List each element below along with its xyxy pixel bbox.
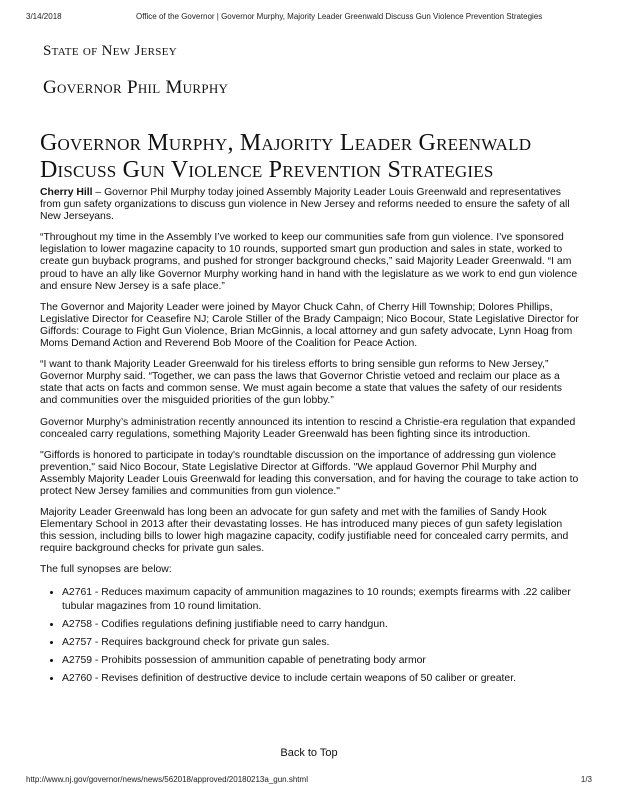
print-url: http://www.nj.gov/governor/news/news/562018/approved/20180213a_gun.shtml <box>26 775 308 784</box>
article-paragraph: "Giffords is honored to participate in today's roundtable discussion on the importance of addressing gun violence prevention," said Nico Bocour, State Legislative Director at Giffords. "We applaud Governor Phil Murphy and Assembly Majority Leader Louis Greenwald for leading this conversation, and for having the courage to take action to protect New Jersey families and communities from gun violence." <box>40 449 579 497</box>
article-body <box>40 187 580 690</box>
lead-paragraph <box>40 187 580 223</box>
synopsis-item: • A2757 - Requires background check for private gun sales. <box>62 636 580 650</box>
article-paragraph: “Throughout my time in the Assembly I’ve worked to keep our communities safe from gun violence. I’ve sponsored legislation to lower magazine capacity to 10 rounds, supported smart gun production and sales in state, worked to create gun buyback programs, and pushed for stronger background checks,” said Majority Leader Greenwald. “I am proud to have an ally like Governor Murphy working hand in hand with the legislature as we work to end gun violence and ensure New Jersey is a safe place.” <box>40 232 578 292</box>
state-of-new-jersey-link[interactable]: State of New Jersey <box>43 43 177 59</box>
print-date: 3/14/2018 <box>26 12 62 21</box>
back-to-top-link[interactable]: Back to Top <box>280 747 338 759</box>
print-page-title: Office of the Governor | Governor Murphy, Majority Leader Greenwald Discuss Gun Violence Prevention Strategies <box>136 12 543 21</box>
article-paragraph: Governor Murphy’s administration recently announced its intention to rescind a Christie-era regulation that expanded concealed carry regulations, something Majority Leader Greenwald has been fighting since its introduction. <box>40 416 576 440</box>
governor-name-link[interactable]: Governor Phil Murphy <box>43 77 229 98</box>
synopsis-item: • A2760 - Revises definition of destructive device to include certain weapons of 50 caliber or greater. <box>62 672 580 686</box>
print-page-number: 1/3 <box>580 775 592 784</box>
article-paragraph: Majority Leader Greenwald has long been an advocate for gun safety and met with the families of Sandy Hook Elementary School in 2013 after their devastating losses. He has introduced many pieces of gun safety legislation this session, including bills to lower high magazine capacity, codify justifiable need for concealed carry permits, and require background checks for private gun sales. <box>40 507 569 555</box>
article-title: Governor Murphy, Majority Leader Greenwald Discuss Gun Violence Prevention Strategies <box>40 130 532 183</box>
dateline: Cherry Hill <box>40 187 93 198</box>
article-paragraph: The Governor and Majority Leader were joined by Mayor Chuck Cahn, of Cherry Hill Township; Dolores Phillips, Legislative Director for Ceasefire NJ; Carole Stiller of the Brady Campaign; Nico Bocour, State Legislative Director for Giffords: Courage to Fight Gun Violence, Brian McGinnis, a local attorney and gun safety advocate, Lynn Hoag from Moms Demand Action and Reverend Bob Moore of the Coalition for Peace Action. <box>40 301 579 350</box>
synopsis-item: • A2761 - Reduces maximum capacity of ammunition magazines to 10 rounds; exempts firearms with .22 caliber tubular magazines from 10 round limitation. <box>62 586 580 614</box>
synopses-intro: The full synopses are below: <box>40 564 172 576</box>
synopses-list <box>40 586 580 686</box>
lead-text: – Governor Phil Murphy today joined Assembly Majority Leader Louis Greenwald and representatives from gun safety organizations to discuss gun violence in New Jersey and reforms needed to ensure the safety of all New Jerseyans. <box>40 187 570 223</box>
synopsis-item: • A2758 - Codifies regulations defining justifiable need to carry handgun. <box>62 618 580 632</box>
article-paragraph: “I want to thank Majority Leader Greenwald for his tireless efforts to bring sensible gun reforms to New Jersey,” Governor Murphy said. “Together, we can pass the laws that Governor Christie vetoed and reclaim our place as a state that acts on facts and common sense. We must again become a state that values the safety of our residents and communities over the misguided priorities of the gun lobby.” <box>40 359 562 407</box>
synopsis-item: • A2759 - Prohibits possession of ammunition capable of penetrating body armor <box>62 654 580 668</box>
back-to-top <box>0 747 618 759</box>
